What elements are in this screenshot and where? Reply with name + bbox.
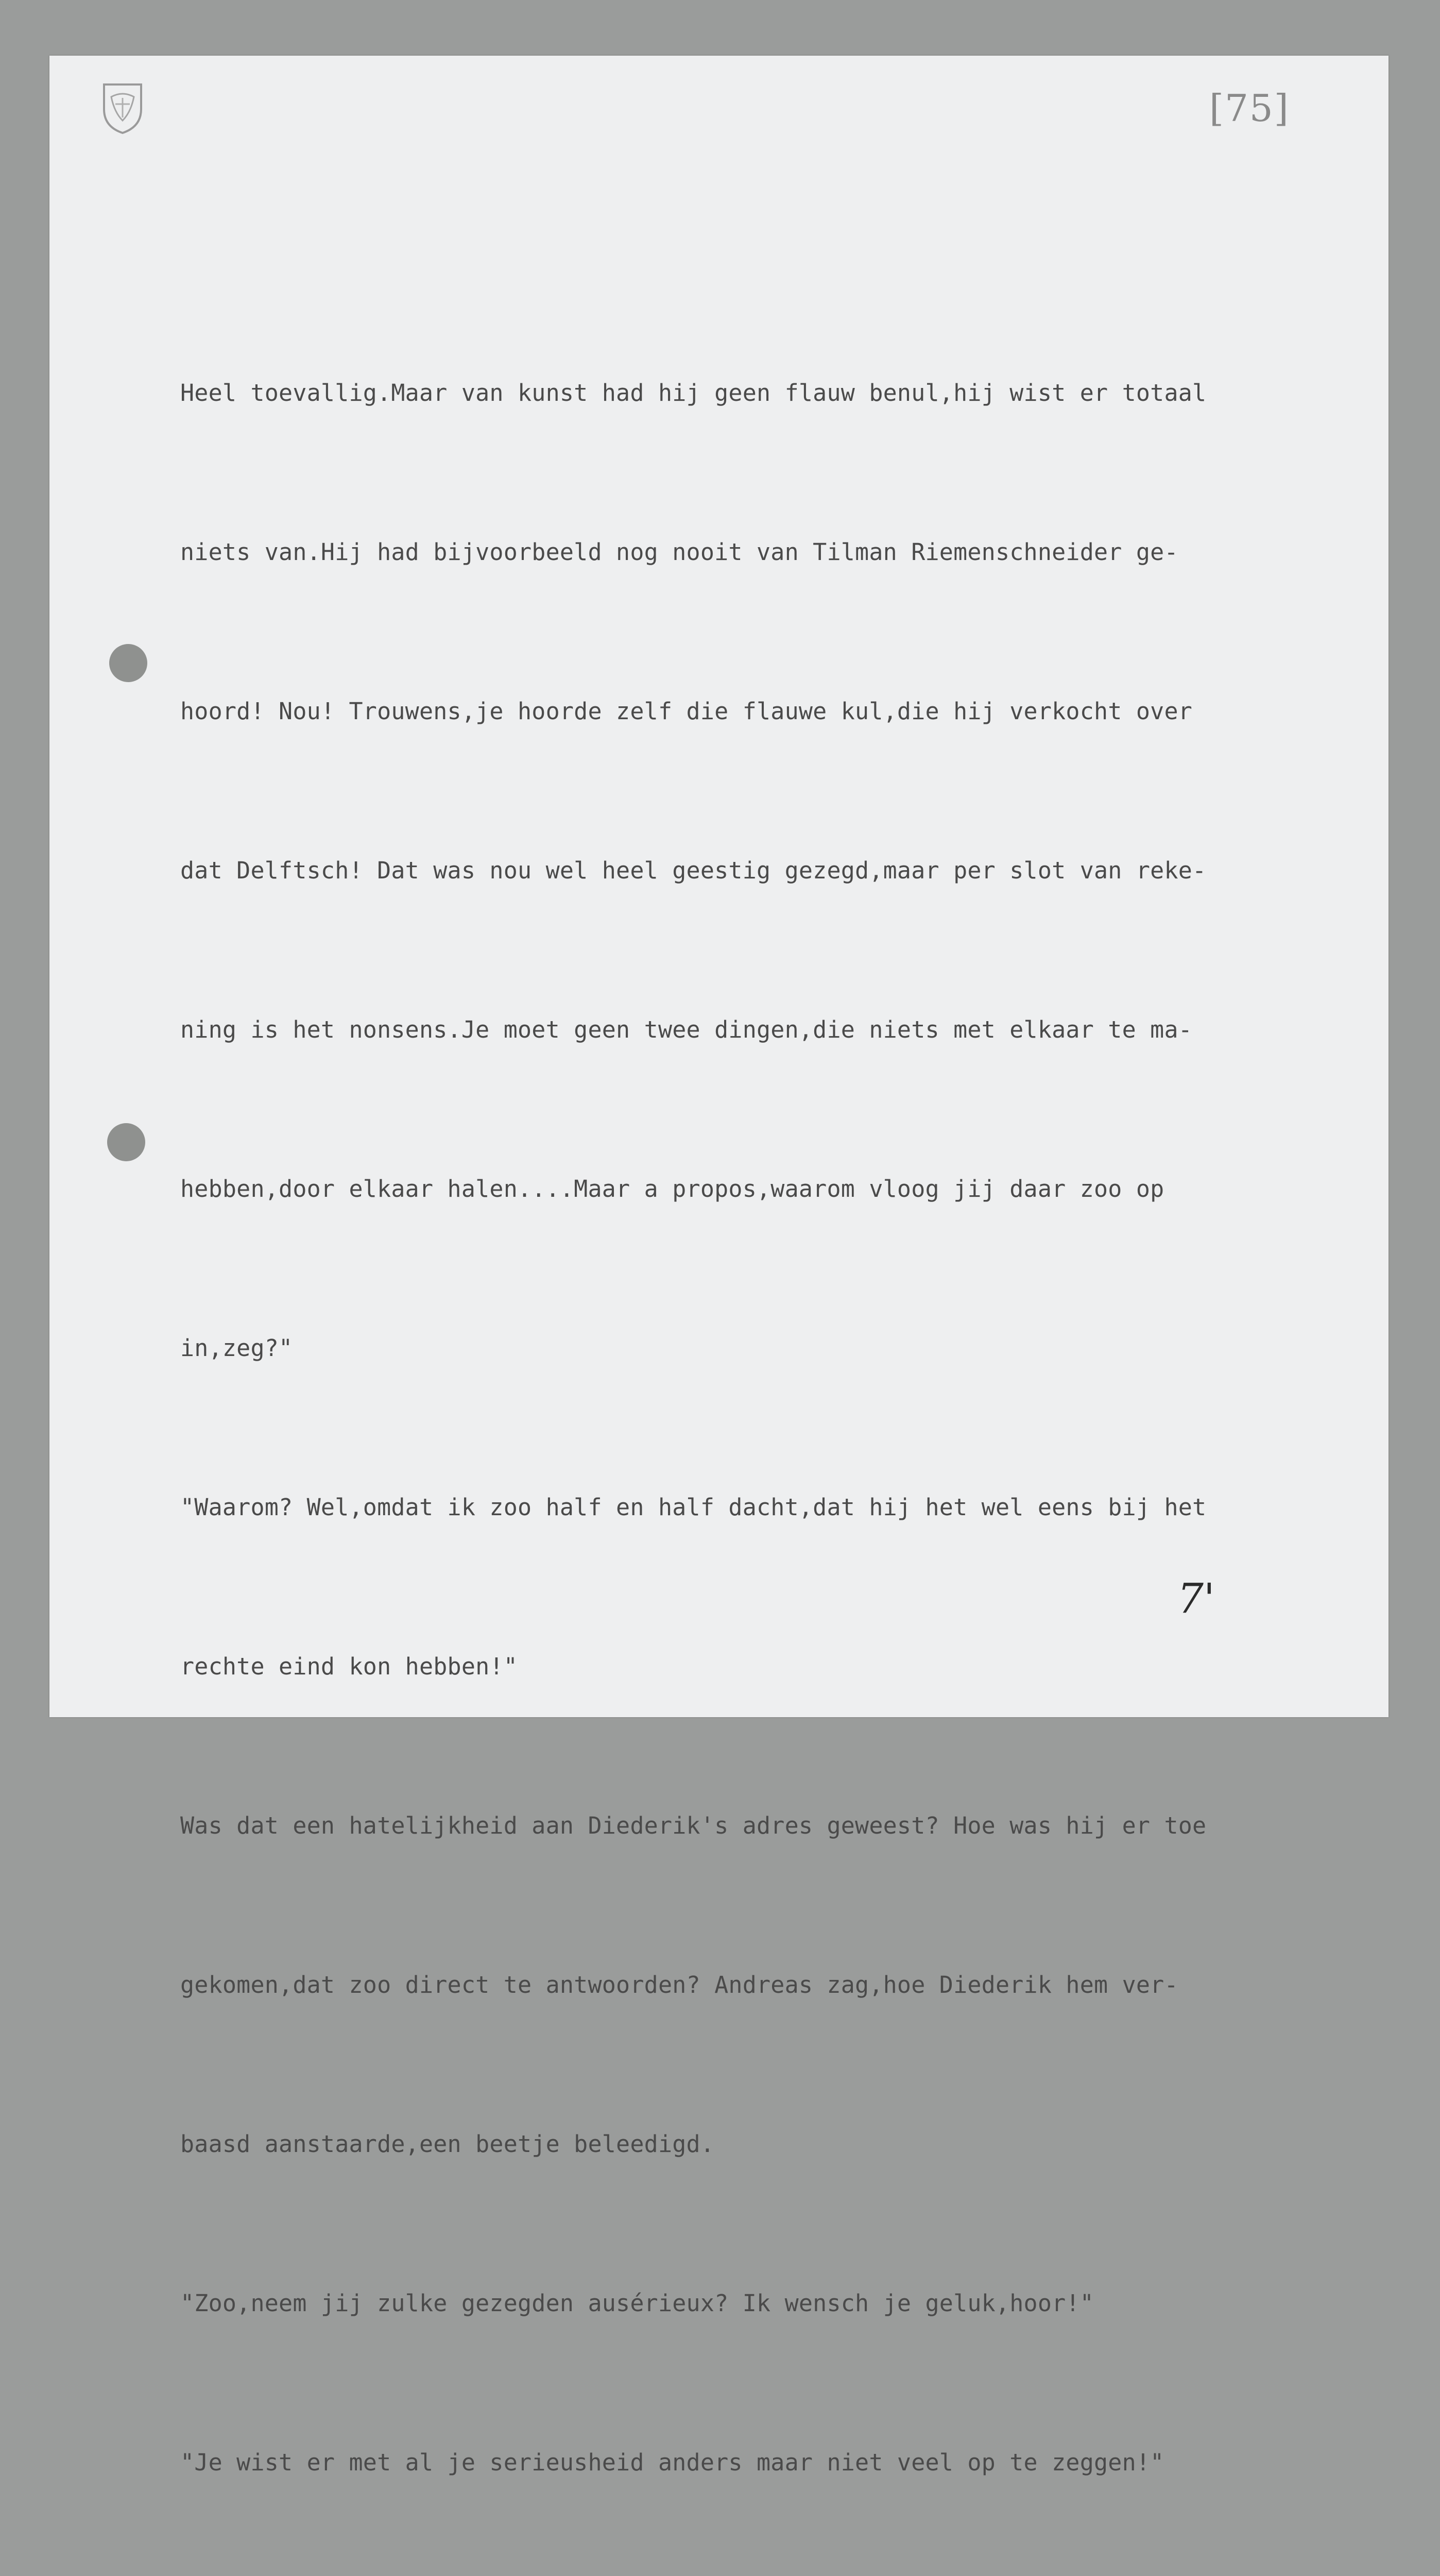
text-line: hoord! Nou! Trouwens,je hoorde zelf die flauwe kul,die hij verkocht over (180, 698, 1193, 725)
text-line: hebben,door elkaar halen....Maar a propos,waarom vloog jij daar zoo op (180, 1175, 1164, 1202)
text-line: in,zeg?" (180, 1334, 293, 1362)
punch-hole (107, 1123, 145, 1161)
text-line: baasd aanstaarde,een beetje beleedigd. (180, 2130, 715, 2158)
text-line: dat Delftsch! Dat was nou wel heel geestig gezegd,maar per slot van reke- (180, 857, 1207, 884)
text-line: "Je wist er met al je serieusheid anders maar niet veel op te zeggen!" (180, 2449, 1164, 2476)
text-line: Was dat een hatelijkheid aan Diederik's adres geweest? Hoe was hij er toe (180, 1812, 1207, 1839)
page-reference-number: [75] (1209, 87, 1290, 130)
text-line: rechte eind kon hebben!" (180, 1653, 518, 1680)
text-line: ning is het nonsens.Je moet geen twee dingen,die niets met elkaar te ma- (180, 1016, 1193, 1043)
archive-stamp-icon (100, 81, 145, 135)
text-line: gekomen,dat zoo direct te antwoorden? Andreas zag,hoe Diederik hem ver- (180, 1971, 1178, 1998)
handwritten-folio-number: 7' (1177, 1574, 1215, 1622)
text-line: Heel toevallig.Maar van kunst had hij geen flauw benul,hij wist er totaal (180, 379, 1207, 406)
text-line: niets van.Hij had bijvoorbeeld nog nooit van Tilman Riemenschneider ge- (180, 538, 1178, 566)
text-line: "Waarom? Wel,omdat ik zoo half en half dacht,dat hij het wel eens bij het (180, 1494, 1207, 1521)
text-line: "Zoo,neem jij zulke gezegden ausérieux? Ik wensch je geluk,hoor!" (180, 2290, 1094, 2317)
typed-text-body (180, 260, 1385, 2576)
punch-hole (109, 644, 147, 682)
